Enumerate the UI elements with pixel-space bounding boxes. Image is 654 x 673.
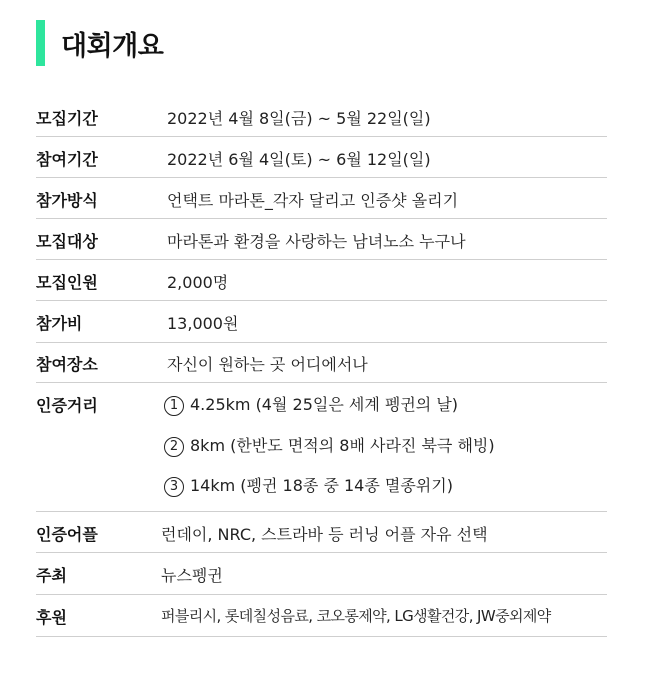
section-header [36,20,163,66]
row-label: 주최 [36,566,67,585]
row-fee [36,301,607,343]
row-participation-method [36,178,607,219]
row-label: 참여기간 [36,150,98,169]
circled-number: 1 [164,396,184,416]
row-value: 마라톤과 환경을 사랑하는 남녀노소 누구나 [167,232,466,251]
row-value: 2022년 4월 8일(금) ~ 5월 22일(일) [167,109,431,128]
row-sponsor [36,595,607,637]
distance-item [164,392,458,416]
info-table [36,97,607,637]
row-label: 모집대상 [36,232,98,251]
distance-item [164,433,495,457]
row-app [36,512,607,553]
row-participation-period [36,137,607,178]
row-label: 참가방식 [36,191,98,210]
distance-text: 14km (펭귄 18종 중 14종 멸종위기) [190,476,453,495]
distance-item [164,473,453,497]
row-capacity [36,260,607,301]
row-value: 2,000명 [167,273,229,292]
row-target [36,219,607,260]
section-title: 대회개요 [61,30,164,62]
circled-number: 2 [164,437,184,457]
row-label: 참가비 [36,314,83,333]
row-host [36,553,607,595]
row-value: 자신이 원하는 곳 어디에서나 [167,355,368,374]
circled-number: 3 [164,477,184,497]
row-value: 2022년 6월 4일(토) ~ 6월 12일(일) [167,150,431,169]
row-value: 13,000원 [167,314,239,333]
row-label: 참여장소 [36,355,98,374]
row-label: 모집기간 [36,109,98,128]
accent-bar [36,20,45,66]
row-value: 뉴스펭귄 [161,566,223,585]
row-value: 언택트 마라톤_각자 달리고 인증샷 올리기 [167,191,459,210]
row-label: 인증거리 [36,396,98,415]
row-value: 런데이, NRC, 스트라바 등 러닝 어플 자유 선택 [161,525,488,544]
row-value: 퍼블리시, 롯데칠성음료, 코오롱제약, LG생활건강, JW중외제약 [161,607,551,625]
distance-text: 4.25km (4월 25일은 세계 펭귄의 날) [190,395,459,414]
row-location [36,343,607,383]
row-label: 인증어플 [36,525,98,544]
row-label: 후원 [36,608,67,627]
row-certification-distance [36,383,607,512]
row-recruit-period [36,97,607,137]
row-label: 모집인원 [36,273,98,292]
distance-text: 8km (한반도 면적의 8배 사라진 북극 해빙) [190,436,495,455]
